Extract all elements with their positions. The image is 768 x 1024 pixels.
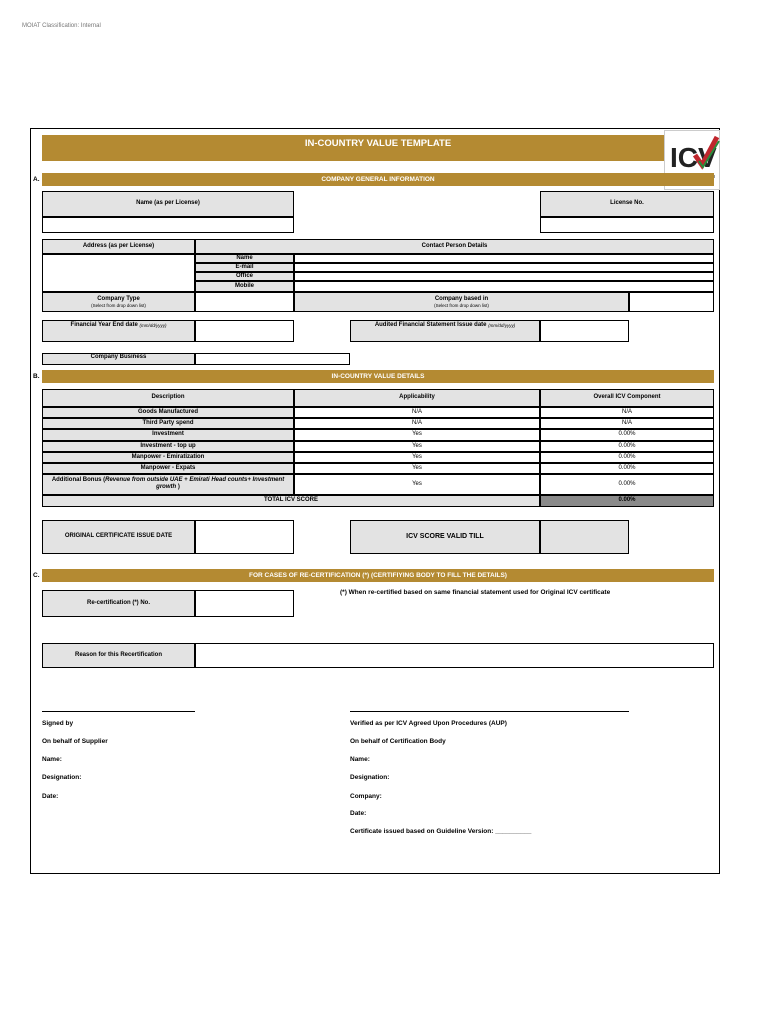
- certifier-behalf: On behalf of Certification Body: [350, 738, 446, 745]
- certifier-designation: Designation:: [350, 774, 390, 781]
- company-based-select[interactable]: [629, 292, 714, 312]
- signed-by: Signed by: [42, 720, 74, 727]
- icv-row-value: N/A: [540, 418, 714, 429]
- icv-header-component: Overall ICV Component: [540, 389, 714, 407]
- supplier-behalf: On behalf of Supplier: [42, 738, 108, 745]
- icv-row-bonus-applicability[interactable]: Yes: [294, 474, 540, 495]
- business-label: Company Business: [42, 353, 195, 365]
- logo-mark: ICV: [670, 142, 717, 173]
- icv-row-desc: Manpower - Emiratization: [42, 452, 294, 463]
- icv-header-applicability: Applicability: [294, 389, 540, 407]
- company-based-hint: (Select from drop down list): [434, 302, 489, 308]
- icv-row-value: 0.00%: [540, 463, 714, 474]
- bonus-desc-suffix: ): [176, 484, 180, 491]
- bonus-desc-prefix: Additional Bonus (: [51, 477, 106, 483]
- company-type-hint: (Select from drop down list): [91, 302, 146, 308]
- afs-date-format: (mm/dd/yyyy): [488, 323, 516, 328]
- total-icv-value: 0.00%: [540, 495, 714, 507]
- afs-date-text: Audited Financial Statement Issue date: [374, 322, 487, 328]
- address-input[interactable]: [42, 254, 195, 292]
- supplier-name: Name:: [42, 756, 62, 763]
- icv-row-applicability[interactable]: N/A: [294, 407, 540, 418]
- icv-row-bonus-desc: [42, 474, 294, 495]
- valid-till-input[interactable]: [540, 520, 629, 554]
- guideline-version: Certificate issued based on Guideline Version: __________: [350, 828, 532, 835]
- license-label: License No.: [540, 191, 714, 217]
- supplier-signature-line: [42, 711, 195, 712]
- business-input[interactable]: [195, 353, 350, 365]
- section-c-title: FOR CASES OF RE-CERTIFICATION (*) (CERTIFIYING BODY TO FILL THE DETAILS): [42, 569, 714, 582]
- contact-name-input[interactable]: [294, 254, 714, 263]
- original-cert-input[interactable]: [195, 520, 294, 554]
- fy-end-label: [42, 320, 195, 342]
- recert-no-input[interactable]: [195, 590, 294, 617]
- address-label: Address (as per License): [42, 239, 195, 254]
- icv-row-value: 0.00%: [540, 429, 714, 441]
- company-type-text: Company Type: [97, 295, 140, 302]
- original-cert-label: ORIGINAL CERTIFICATE ISSUE DATE: [42, 520, 195, 554]
- icv-row-applicability[interactable]: Yes: [294, 441, 540, 452]
- fy-end-input[interactable]: [195, 320, 294, 342]
- license-input[interactable]: [540, 217, 714, 233]
- certifier-signature-line: [350, 711, 629, 712]
- section-c-letter: C.: [33, 572, 40, 579]
- reason-label: Reason for this Recertification: [42, 643, 195, 668]
- icv-row-value: N/A: [540, 407, 714, 418]
- bonus-desc-detail: Revenue from outside UAE + Emirati Head counts+ Investment growth: [105, 477, 285, 491]
- section-b-title: IN-COUNTRY VALUE DETAILS: [42, 370, 714, 383]
- company-based-text: Company based in: [434, 295, 489, 302]
- icv-row-applicability[interactable]: Yes: [294, 429, 540, 441]
- recert-note: (*) When re-certified based on same financial statement used for Original ICV certificate: [340, 589, 611, 596]
- contact-name-label: Name: [195, 254, 294, 263]
- name-input[interactable]: [42, 217, 294, 233]
- contact-email-input[interactable]: [294, 263, 714, 272]
- afs-date-input[interactable]: [540, 320, 629, 342]
- icv-row-value: 0.00%: [540, 441, 714, 452]
- certifier-name: Name:: [350, 756, 370, 763]
- reason-input[interactable]: [195, 643, 714, 668]
- icv-row-applicability[interactable]: Yes: [294, 452, 540, 463]
- company-type-label: [42, 292, 195, 312]
- icv-row-bonus-value: 0.00%: [540, 474, 714, 495]
- classification-label: MOIAT Classification: Internal: [22, 23, 101, 29]
- page-title: IN-COUNTRY VALUE TEMPLATE: [42, 135, 714, 161]
- icv-row-desc: Goods Manufactured: [42, 407, 294, 418]
- company-based-label: [294, 292, 629, 312]
- icv-row-desc: Investment - top up: [42, 441, 294, 452]
- certifier-date: Date:: [350, 810, 367, 817]
- icv-row-applicability[interactable]: N/A: [294, 418, 540, 429]
- company-type-select[interactable]: [195, 292, 294, 312]
- recert-no-label: Re-certification (*) No.: [42, 590, 195, 617]
- section-a-letter: A.: [33, 176, 40, 183]
- contact-office-input[interactable]: [294, 272, 714, 281]
- contact-mobile-input[interactable]: [294, 281, 714, 292]
- icv-row-desc: Manpower - Expats: [42, 463, 294, 474]
- fy-end-format: (mm/dd/yyyy): [139, 323, 167, 328]
- contact-email-label: E-mail: [195, 263, 294, 272]
- total-icv-label: TOTAL ICV SCORE: [42, 495, 540, 507]
- name-label: Name (as per License): [42, 191, 294, 217]
- contact-label: Contact Person Details: [195, 239, 714, 254]
- section-a-title: COMPANY GENERAL INFORMATION: [42, 173, 714, 186]
- icv-row-desc: Third Party spend: [42, 418, 294, 429]
- icv-header-description: Description: [42, 389, 294, 407]
- certifier-company: Company:: [350, 793, 382, 800]
- fy-end-text: Financial Year End date: [70, 322, 138, 328]
- icv-row-desc: Investment: [42, 429, 294, 441]
- afs-date-label: [350, 320, 540, 342]
- supplier-date: Date:: [42, 793, 59, 800]
- valid-till-label: ICV SCORE VALID TILL: [350, 520, 540, 554]
- icv-row-value: 0.00%: [540, 452, 714, 463]
- contact-mobile-label: Mobile: [195, 281, 294, 292]
- icv-row-applicability[interactable]: Yes: [294, 463, 540, 474]
- section-b-letter: B.: [33, 373, 40, 380]
- supplier-designation: Designation:: [42, 774, 82, 781]
- contact-office-label: Office: [195, 272, 294, 281]
- verified-by: Verified as per ICV Agreed Upon Procedures (AUP): [350, 720, 507, 727]
